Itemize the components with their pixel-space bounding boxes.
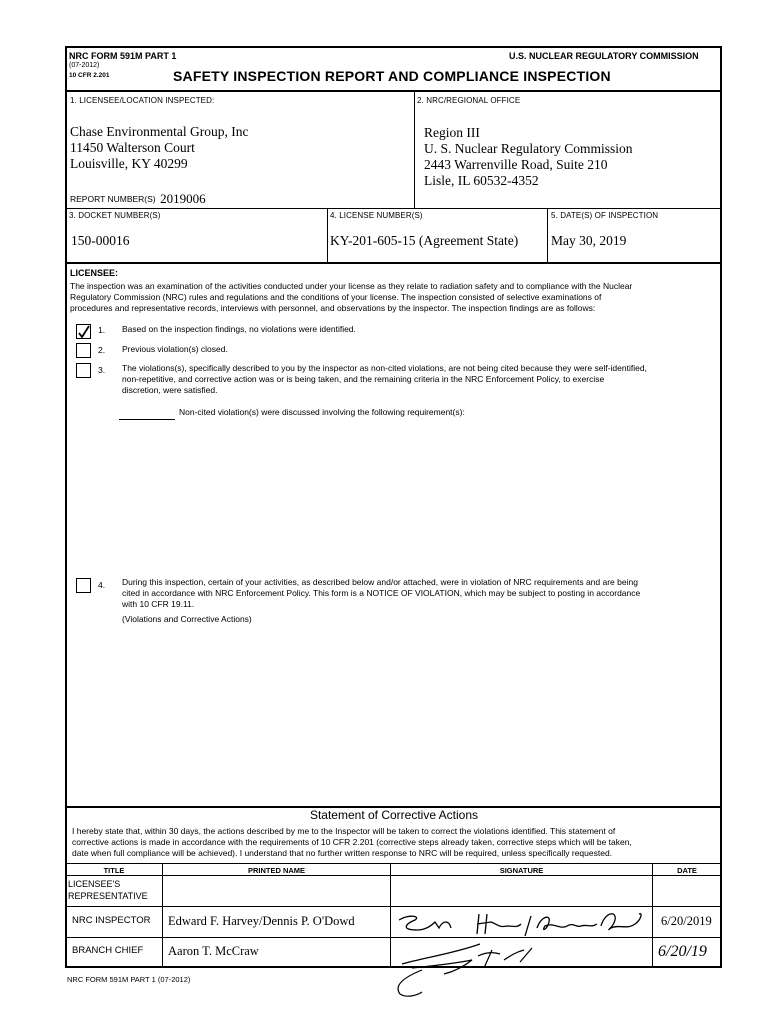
- licensee-heading: LICENSEE:: [70, 268, 119, 278]
- rule: [547, 208, 548, 262]
- licensee-street: 11450 Walterson Court: [70, 140, 195, 155]
- item-2-checkbox[interactable]: [76, 343, 91, 358]
- regional-office-line-1: Region III: [424, 125, 480, 140]
- statement-line: date when full compliance will be achieved). I understand that no further written response to NRC will be required, unless specifically requested.: [72, 848, 613, 858]
- intro-line: The inspection was an examination of the activities conducted under your license as they relate to radiation safety and to compliance with the Nuclear: [70, 281, 633, 291]
- rule: [66, 863, 721, 864]
- item-4-text-line: with 10 CFR 19.11.: [122, 599, 195, 609]
- item-2-number: 2.: [98, 345, 106, 355]
- form-revision-date: (07-2012): [69, 62, 100, 69]
- item-4-text-line: cited in accordance with NRC Enforcement Policy. This form is a NOTICE OF VIOLATION, which may be subject to posting in accordance: [122, 588, 641, 598]
- inspection-date-label: 5. DATE(S) OF INSPECTION: [551, 211, 659, 220]
- licensee-city: Louisville, KY 40299: [70, 156, 188, 171]
- license-number-value: KY-201-605-15 (Agreement State): [330, 233, 519, 248]
- checkmark-icon: [78, 326, 90, 338]
- report-number-field: [70, 190, 206, 208]
- nrc-inspector-name: Edward F. Harvey/Dennis P. O'Dowd: [168, 914, 355, 928]
- report-number-value: 2019006: [160, 190, 206, 206]
- intro-line: procedures and representative records, interviews with personnel, and observations by the inspector. The inspection findings are as follows:: [70, 303, 596, 313]
- rule: [66, 262, 721, 264]
- rule: [162, 863, 163, 967]
- form-id: NRC FORM 591M PART 1: [69, 51, 177, 61]
- corrective-actions-heading: Statement of Corrective Actions: [309, 808, 479, 822]
- item-4-text-line: During this inspection, certain of your activities, as described below and/or attached, were in violation of NRC requirements and are being: [122, 577, 638, 587]
- regional-office-line-3: 2443 Warrenville Road, Suite 210: [424, 157, 608, 172]
- column-header-signature: SIGNATURE: [499, 866, 544, 875]
- inspection-date-value: May 30, 2019: [551, 233, 627, 248]
- branch-chief-name: Aaron T. McCraw: [168, 944, 259, 958]
- column-header-title: TITLE: [103, 866, 125, 875]
- non-cited-text: Non-cited violation(s) were discussed involving the following requirement(s):: [179, 407, 465, 417]
- cfr-reference: 10 CFR 2.201: [69, 72, 110, 79]
- footer-form-id: NRC FORM 591M PART 1 (07-2012): [67, 975, 191, 984]
- item-3-text-line: The violations(s), specifically described to you by the inspector as non-cited violations, are not being cited because they were self-identified,: [122, 363, 647, 373]
- item-4-number: 4.: [98, 580, 106, 590]
- inspector-signature: [391, 906, 653, 938]
- rule: [66, 875, 721, 876]
- regional-office-line-4: Lisle, IL 60532-4352: [424, 173, 539, 188]
- report-number-label: REPORT NUMBER(S): [70, 193, 156, 204]
- item-4-checkbox[interactable]: [76, 578, 91, 593]
- licensee-name: Chase Environmental Group, Inc: [70, 124, 249, 139]
- branch-chief-date: 6/20/19: [658, 943, 707, 960]
- item-3-number: 3.: [98, 365, 106, 375]
- item-3-checkbox[interactable]: [76, 363, 91, 378]
- nrc-inspector-date: 6/20/2019: [661, 914, 712, 928]
- docket-number-label: 3. DOCKET NUMBER(S): [69, 211, 161, 220]
- docket-number-value: 150-00016: [71, 233, 130, 248]
- item-1-number: 1.: [98, 325, 106, 335]
- item-2-text: Previous violation(s) closed.: [122, 344, 228, 354]
- item-1-text: Based on the inspection findings, no violations were identified.: [122, 324, 356, 334]
- agency-name: U.S. NUCLEAR REGULATORY COMMISSION: [509, 51, 699, 61]
- row-title-licensee-rep: REPRESENTATIVE: [68, 891, 148, 901]
- item-4-text-line: (Violations and Corrective Actions): [122, 614, 252, 624]
- license-number-label: 4. LICENSE NUMBER(S): [330, 211, 423, 220]
- rule: [66, 208, 721, 209]
- non-cited-blank-line: [119, 419, 175, 420]
- form-title: SAFETY INSPECTION REPORT AND COMPLIANCE INSPECTION: [173, 68, 611, 84]
- item-3-text-line: discretion, were satisfied.: [122, 385, 218, 395]
- regional-office-label: 2. NRC/REGIONAL OFFICE: [417, 96, 521, 105]
- row-title-licensee-rep: LICENSEE'S: [68, 879, 121, 889]
- regional-office-line-2: U. S. Nuclear Regulatory Commission: [424, 141, 633, 156]
- rule: [414, 91, 415, 208]
- column-header-printed-name: PRINTED NAME: [247, 866, 306, 875]
- column-header-date: DATE: [677, 866, 697, 875]
- licensee-location-label: 1. LICENSEE/LOCATION INSPECTED:: [70, 96, 215, 105]
- item-3-text-line: non-repetitive, and corrective action was or is being taken, and the remaining criteria in the NRC Enforcement Policy, to exercise: [122, 374, 605, 384]
- row-title-branch-chief: BRANCH CHIEF: [72, 945, 144, 956]
- branch-chief-signature: [392, 938, 542, 998]
- rule: [66, 90, 721, 92]
- statement-line: I hereby state that, within 30 days, the actions described by me to the Inspector will be taken to correct the violations identified. This statement of: [72, 826, 616, 836]
- row-title-nrc-inspector: NRC INSPECTOR: [72, 915, 151, 926]
- intro-line: Regulatory Commission (NRC) rules and regulations and the conditions of your license. The inspection consisted of selective examinations of: [70, 292, 602, 302]
- rule: [327, 208, 328, 262]
- statement-line: corrective actions is made in accordance with the requirements of 10 CFR 2.201 (corrective steps already taken, corrective steps which will be taken,: [72, 837, 632, 847]
